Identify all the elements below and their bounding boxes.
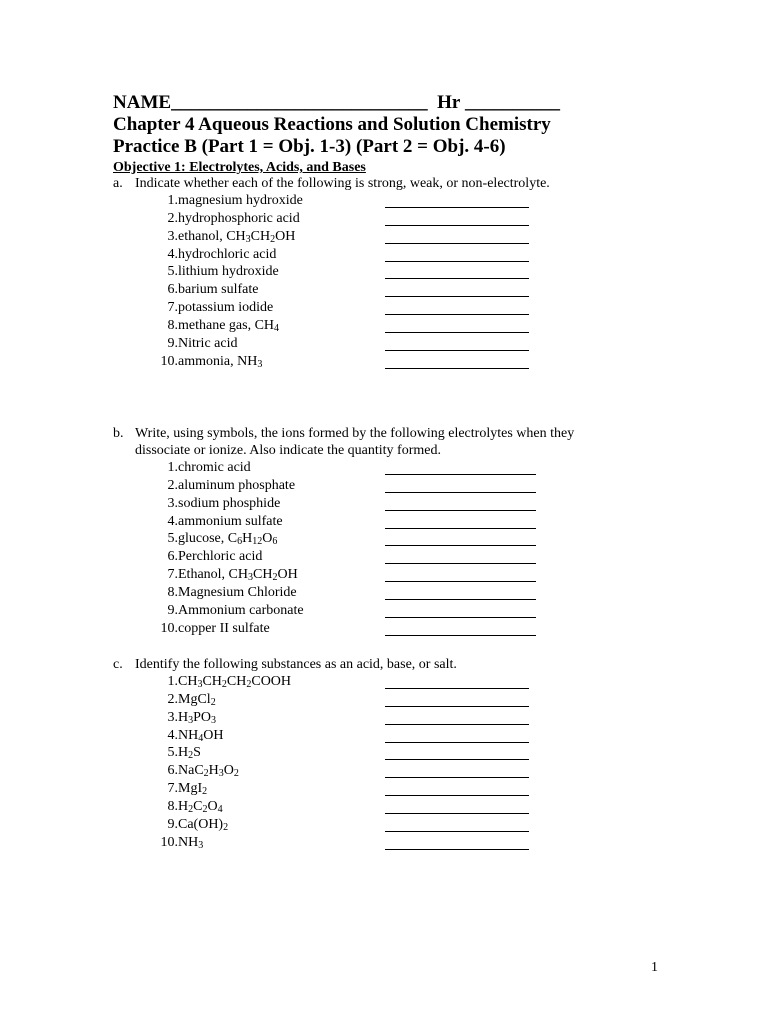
answer-blank[interactable] xyxy=(385,207,529,208)
item-label: $NaC_2H_3O_2$ xyxy=(178,763,239,780)
list-item xyxy=(113,727,673,745)
item-label: MgI$_2$ xyxy=(178,781,208,798)
hr-blank: __________ xyxy=(465,92,561,113)
list-item xyxy=(113,246,673,264)
section-c xyxy=(113,656,673,851)
item-number: 7. xyxy=(167,781,178,797)
worksheet-title: Chapter 4 Aqueous Reactions and Solution Chemistry xyxy=(113,114,551,135)
answer-blank[interactable] xyxy=(385,225,529,226)
item-number: 8. xyxy=(167,584,178,600)
list-item xyxy=(113,834,673,852)
name-label: NAME xyxy=(113,92,172,113)
item-label: ethanol, $CH_3CH_2OH$ xyxy=(178,228,296,245)
worksheet-header xyxy=(113,92,673,176)
item-number: 8. xyxy=(167,317,178,333)
item-number: 1. xyxy=(167,193,178,208)
item-label: MgCl$_2$ xyxy=(178,691,216,708)
section-b xyxy=(113,425,673,637)
list-item xyxy=(113,816,673,834)
section-a-list xyxy=(113,192,673,370)
section-a-heading xyxy=(113,175,673,192)
item-label: ammonia, $NH_3$ xyxy=(178,353,263,370)
item-number: 1. xyxy=(167,674,178,689)
list-item xyxy=(113,798,673,816)
item-number: 4. xyxy=(167,727,178,743)
section-c-heading xyxy=(113,656,673,673)
answer-blank[interactable] xyxy=(385,759,529,760)
item-number: 5. xyxy=(167,264,178,280)
answer-blank[interactable] xyxy=(385,831,529,832)
item-number: 10. xyxy=(160,834,178,850)
answer-blank[interactable] xyxy=(385,777,529,778)
answer-blank[interactable] xyxy=(385,545,536,546)
answer-blank[interactable] xyxy=(385,742,529,743)
item-label: copper II sulfate xyxy=(178,620,270,636)
answer-blank[interactable] xyxy=(385,474,536,475)
answer-blank[interactable] xyxy=(385,635,536,636)
list-item xyxy=(113,281,673,299)
answer-blank[interactable] xyxy=(385,492,536,493)
item-label: Perchloric acid xyxy=(178,549,263,565)
item-number: 2. xyxy=(167,691,178,707)
item-number: 2. xyxy=(167,210,178,226)
list-item xyxy=(113,780,673,798)
item-label: methane gas, $CH_4$ xyxy=(178,317,280,334)
list-item xyxy=(113,513,673,531)
item-label: $NH_4OH$ xyxy=(178,727,224,744)
item-number: 4. xyxy=(167,513,178,529)
item-number: 8. xyxy=(167,798,178,814)
name-blank: ___________________________ xyxy=(171,92,428,113)
list-item xyxy=(113,353,673,371)
answer-blank[interactable] xyxy=(385,813,529,814)
item-label: Nitric acid xyxy=(178,335,238,351)
list-item xyxy=(113,192,673,210)
item-label: Ethanol, $CH_3CH_2OH$ xyxy=(178,567,298,584)
section-b-instruction-line1: Write, using symbols, the ions formed by the following electrolytes when they xyxy=(135,426,575,441)
item-number: 10. xyxy=(160,620,178,636)
list-item xyxy=(113,263,673,281)
answer-blank[interactable] xyxy=(385,599,536,600)
item-label: chromic acid xyxy=(178,460,251,475)
item-number: 5. xyxy=(167,745,178,761)
item-label: sodium phosphide xyxy=(178,495,281,511)
name-hr-line xyxy=(113,92,673,114)
answer-blank[interactable] xyxy=(385,350,529,351)
answer-blank[interactable] xyxy=(385,617,536,618)
item-number: 9. xyxy=(167,602,178,618)
section-c-list xyxy=(113,673,673,851)
item-label: magnesium hydroxide xyxy=(178,193,303,208)
item-number: 10. xyxy=(160,353,178,369)
hr-label: Hr xyxy=(437,92,461,113)
item-number: 5. xyxy=(167,531,178,547)
item-number: 6. xyxy=(167,763,178,779)
item-number: 6. xyxy=(167,282,178,298)
item-number: 3. xyxy=(167,495,178,511)
item-label: Magnesium Chloride xyxy=(178,584,297,600)
list-item xyxy=(113,762,673,780)
item-number: 2. xyxy=(167,477,178,493)
item-label: $H_2S$ xyxy=(178,745,201,762)
item-label: lithium hydroxide xyxy=(178,264,279,280)
item-label: $Ca(OH)_2$ xyxy=(178,816,229,833)
list-item xyxy=(113,691,673,709)
item-label: aluminum phosphate xyxy=(178,477,296,493)
answer-blank[interactable] xyxy=(385,332,529,333)
list-item xyxy=(113,530,673,548)
page-number: 1 xyxy=(651,960,658,975)
answer-blank[interactable] xyxy=(385,581,536,582)
section-a xyxy=(113,175,673,370)
item-label: hydrochloric acid xyxy=(178,246,277,262)
section-letter: c. xyxy=(113,657,123,672)
answer-blank[interactable] xyxy=(385,368,529,369)
answer-blank[interactable] xyxy=(385,528,536,529)
answer-blank[interactable] xyxy=(385,296,529,297)
item-label: $H_2C_2O_4$ xyxy=(178,798,223,815)
list-item xyxy=(113,299,673,317)
item-label: $NH_3$ xyxy=(178,834,204,851)
item-number: 6. xyxy=(167,549,178,565)
answer-blank[interactable] xyxy=(385,278,529,279)
list-item xyxy=(113,210,673,228)
answer-blank[interactable] xyxy=(385,849,529,850)
section-b-instruction-line2: dissociate or ionize. Also indicate the quantity formed. xyxy=(135,443,441,458)
item-label: potassium iodide xyxy=(178,300,274,316)
item-label: ammonium sulfate xyxy=(178,513,283,529)
section-letter: b. xyxy=(113,426,124,441)
list-item xyxy=(113,228,673,246)
item-label: Ammonium carbonate xyxy=(178,602,304,618)
section-letter: a. xyxy=(113,176,123,191)
objective-heading: Objective 1: Electrolytes, Acids, and Bases xyxy=(113,160,366,175)
item-number: 7. xyxy=(167,300,178,316)
answer-blank[interactable] xyxy=(385,724,529,725)
section-b-list xyxy=(113,459,673,637)
item-number: 4. xyxy=(167,246,178,262)
answer-blank[interactable] xyxy=(385,795,529,796)
list-item xyxy=(113,495,673,513)
item-number: 9. xyxy=(167,335,178,351)
list-item xyxy=(113,459,673,477)
answer-blank[interactable] xyxy=(385,706,529,707)
item-number: 3. xyxy=(167,709,178,725)
list-item xyxy=(113,744,673,762)
list-item xyxy=(113,317,673,335)
list-item xyxy=(113,602,673,620)
list-item xyxy=(113,673,673,691)
item-label: $CH_3CH_2CH_2COOH$ xyxy=(178,674,292,690)
list-item xyxy=(113,477,673,495)
answer-blank[interactable] xyxy=(385,314,529,315)
item-label: hydrophosphoric acid xyxy=(178,210,300,226)
worksheet-subtitle: Practice B (Part 1 = Obj. 1-3) (Part 2 = Obj. 4-6) xyxy=(113,136,506,157)
item-number: 9. xyxy=(167,816,178,832)
answer-blank[interactable] xyxy=(385,510,536,511)
answer-blank[interactable] xyxy=(385,243,529,244)
section-c-instruction: Identify the following substances as an acid, base, or salt. xyxy=(135,657,457,672)
answer-blank[interactable] xyxy=(385,688,529,689)
item-number: 3. xyxy=(167,228,178,244)
list-item xyxy=(113,620,673,638)
item-label: glucose, $C_6H_{12}O_6$ xyxy=(178,531,278,548)
list-item xyxy=(113,335,673,353)
list-item xyxy=(113,548,673,566)
list-item xyxy=(113,709,673,727)
item-number: 7. xyxy=(167,567,178,583)
answer-blank[interactable] xyxy=(385,261,529,262)
list-item xyxy=(113,584,673,602)
list-item xyxy=(113,566,673,584)
section-a-instruction: Indicate whether each of the following is strong, weak, or non-electrolyte. xyxy=(135,176,550,191)
item-label: $H_3PO_3$ xyxy=(178,709,217,726)
answer-blank[interactable] xyxy=(385,563,536,564)
item-label: barium sulfate xyxy=(178,282,259,298)
item-number: 1. xyxy=(167,460,178,475)
section-b-heading xyxy=(113,425,673,459)
